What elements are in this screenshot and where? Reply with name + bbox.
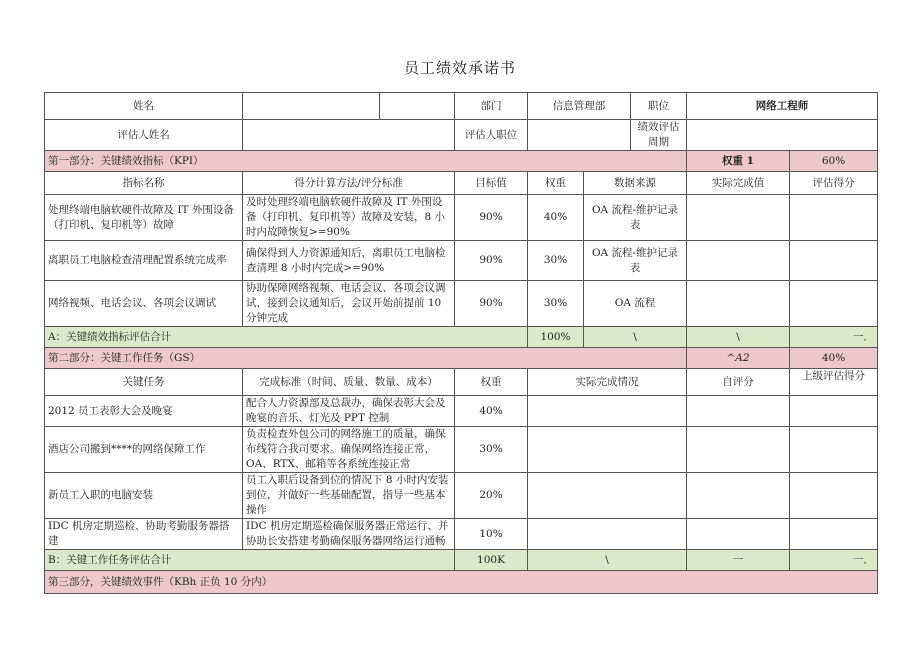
kpi-source: OA 流程-维护记录表 bbox=[584, 241, 687, 281]
gs-col-actual: 实际完成情况 bbox=[528, 369, 687, 396]
gs-weight-value: 40% bbox=[790, 348, 878, 369]
gs-weight: 40% bbox=[455, 396, 528, 427]
evaluator-pos-field[interactable] bbox=[528, 120, 631, 151]
kpi-weight: 40% bbox=[528, 195, 584, 241]
gs-actual[interactable] bbox=[528, 396, 687, 427]
kpi-name: 离职员工电脑检查清理配置系统完成率 bbox=[45, 241, 243, 281]
gs-task: 酒店公司搬到****的网络保障工作 bbox=[45, 427, 243, 473]
kpi-method: 及时处理终端电脑软硬件故障及 IT 外围设备（打印机、复印机等）故障及安装，8 小时内故障恢复>=90% bbox=[243, 195, 455, 241]
kpi-col-method: 得分计算方法/评分标准 bbox=[243, 172, 455, 195]
gs-col-task: 关键任务 bbox=[45, 369, 243, 396]
kpi-score[interactable] bbox=[790, 195, 878, 241]
kpi-method: 协助保障网络视频、电话会议、各项会议调试，接到会议通知后，会议开始前提前 10 分钟完成 bbox=[243, 281, 455, 327]
gs-col-self: 自评分 bbox=[687, 369, 790, 396]
kpi-col-target: 目标值 bbox=[455, 172, 528, 195]
kpi-actual[interactable] bbox=[687, 241, 790, 281]
name-label: 姓名 bbox=[45, 93, 243, 120]
gs-task: 2012 员工表彰大会及晚宴 bbox=[45, 396, 243, 427]
gs-standard: 配合人力资源部及总裁办，确保表彰大会及晚宴的音乐、灯光及 PPT 控制 bbox=[243, 396, 455, 427]
kpi-total-label: A：关键绩效指标评估合计 bbox=[45, 327, 528, 348]
gs-manager-score[interactable] bbox=[790, 473, 878, 519]
kpi-weight-value: 60% bbox=[790, 151, 878, 172]
gs-total-mark1: \ bbox=[528, 550, 687, 571]
gs-actual[interactable] bbox=[528, 473, 687, 519]
kbe-section-title: 第三部分，关键绩效事件（KBh 正负 10 分内） bbox=[45, 571, 878, 594]
gs-manager-score[interactable] bbox=[790, 519, 878, 550]
kpi-col-actual: 实际完成值 bbox=[687, 172, 790, 195]
kpi-section-title: 第一部分：关键绩效指标（KPI） bbox=[45, 151, 687, 172]
kpi-col-weight: 权重 bbox=[528, 172, 584, 195]
kpi-score[interactable] bbox=[790, 281, 878, 327]
gs-standard: IDC 机房定期巡检确保服务器正常运行、并协助长安搭建考勤确保服务器网络运行通畅 bbox=[243, 519, 455, 550]
kpi-total-row bbox=[45, 327, 878, 348]
kpi-target: 90% bbox=[455, 241, 528, 281]
page-title: 员工绩效承诺书 bbox=[403, 59, 516, 77]
kpi-target: 90% bbox=[455, 195, 528, 241]
gs-standard: 负责检查外包公司的网络施工的质量，确保布线符合我司要求。确保网络连接正常，OA、RTX、邮箱等各系统连接正常 bbox=[243, 427, 455, 473]
gs-self-score[interactable] bbox=[687, 519, 790, 550]
gs-section-header bbox=[45, 348, 878, 369]
header-row-2 bbox=[45, 120, 878, 151]
kpi-total-mark2: \ bbox=[687, 327, 790, 348]
gs-weight-label: ^A2 bbox=[687, 348, 790, 369]
gs-col-weight: 权重 bbox=[455, 369, 528, 396]
gs-self-score[interactable] bbox=[687, 473, 790, 519]
kpi-section-header bbox=[45, 151, 878, 172]
kpi-source: OA 流程-维护记录表 bbox=[584, 195, 687, 241]
dept-label: 部门 bbox=[455, 93, 528, 120]
gs-section-title: 第二部分：关键工作任务（GS） bbox=[45, 348, 687, 369]
gs-col-standard: 完成标准（时间、质量、数量、成本） bbox=[243, 369, 455, 396]
kpi-total-weight: 100% bbox=[528, 327, 584, 348]
kpi-col-name: 指标名称 bbox=[45, 172, 243, 195]
kpi-row bbox=[45, 281, 878, 327]
kpi-column-headers bbox=[45, 172, 878, 195]
performance-table bbox=[44, 92, 878, 594]
kpi-weight: 30% bbox=[528, 281, 584, 327]
gs-manager-score[interactable] bbox=[790, 396, 878, 427]
gs-actual[interactable] bbox=[528, 427, 687, 473]
kpi-row bbox=[45, 241, 878, 281]
gs-total-score: 一． bbox=[790, 550, 878, 571]
gs-row bbox=[45, 519, 878, 550]
gs-total-weight: 100K bbox=[455, 550, 528, 571]
gs-standard: 员工入职后设备到位的情况下 8 小时内安装到位，并做好一些基础配置，指导一些基本操作 bbox=[243, 473, 455, 519]
kpi-col-source: 数据来源 bbox=[584, 172, 687, 195]
gs-total-mark2: 一 bbox=[687, 550, 790, 571]
kpi-total-mark1: \ bbox=[584, 327, 687, 348]
gs-weight: 20% bbox=[455, 473, 528, 519]
dept-label-spacer bbox=[380, 93, 455, 120]
gs-self-score[interactable] bbox=[687, 396, 790, 427]
gs-row bbox=[45, 473, 878, 519]
period-field[interactable] bbox=[687, 120, 878, 151]
evaluator-field[interactable] bbox=[243, 120, 455, 151]
name-field[interactable] bbox=[243, 93, 380, 120]
kpi-weight-label: 权重 1 bbox=[687, 151, 790, 172]
kpi-row bbox=[45, 195, 878, 241]
evaluator-label: 评估人姓名 bbox=[45, 120, 243, 151]
gs-row bbox=[45, 427, 878, 473]
gs-task: 新员工入职的电脑安装 bbox=[45, 473, 243, 519]
period-label: 绩效评估周期 bbox=[631, 120, 687, 151]
gs-col-manager: 上级评估得分 bbox=[790, 369, 878, 396]
kpi-target: 90% bbox=[455, 281, 528, 327]
position-field[interactable]: 网络工程师 bbox=[687, 93, 878, 120]
kpi-name: 网络视频、电话会议、各项会议调试 bbox=[45, 281, 243, 327]
gs-self-score[interactable] bbox=[687, 427, 790, 473]
gs-weight: 10% bbox=[455, 519, 528, 550]
kpi-actual[interactable] bbox=[687, 195, 790, 241]
evaluator-pos-label: 评估人职位 bbox=[455, 120, 528, 151]
gs-total-label: B：关键工作任务评估合计 bbox=[45, 550, 455, 571]
gs-manager-score[interactable] bbox=[790, 427, 878, 473]
kbe-section-header bbox=[45, 571, 878, 594]
gs-row bbox=[45, 396, 878, 427]
dept-field[interactable]: 信息管理部 bbox=[528, 93, 631, 120]
gs-weight: 30% bbox=[455, 427, 528, 473]
kpi-method: 确保得到人力资源通知后，离职员工电脑检查清理 8 小时内完成>=90% bbox=[243, 241, 455, 281]
gs-total-row bbox=[45, 550, 878, 571]
kpi-total-score: 一． bbox=[790, 327, 878, 348]
kpi-actual[interactable] bbox=[687, 281, 790, 327]
gs-column-headers bbox=[45, 369, 878, 396]
kpi-name: 处理终端电脑软硬件故障及 IT 外围设备（打印机、复印机等）故障 bbox=[45, 195, 243, 241]
gs-task: IDC 机房定期巡检、协助考勤服务器搭建 bbox=[45, 519, 243, 550]
kpi-score[interactable] bbox=[790, 241, 878, 281]
kpi-weight: 30% bbox=[528, 241, 584, 281]
header-row-1 bbox=[45, 93, 878, 120]
kpi-source: OA 流程 bbox=[584, 281, 687, 327]
gs-actual[interactable] bbox=[528, 519, 687, 550]
kpi-col-score: 评估得分 bbox=[790, 172, 878, 195]
position-label: 职位 bbox=[631, 93, 687, 120]
